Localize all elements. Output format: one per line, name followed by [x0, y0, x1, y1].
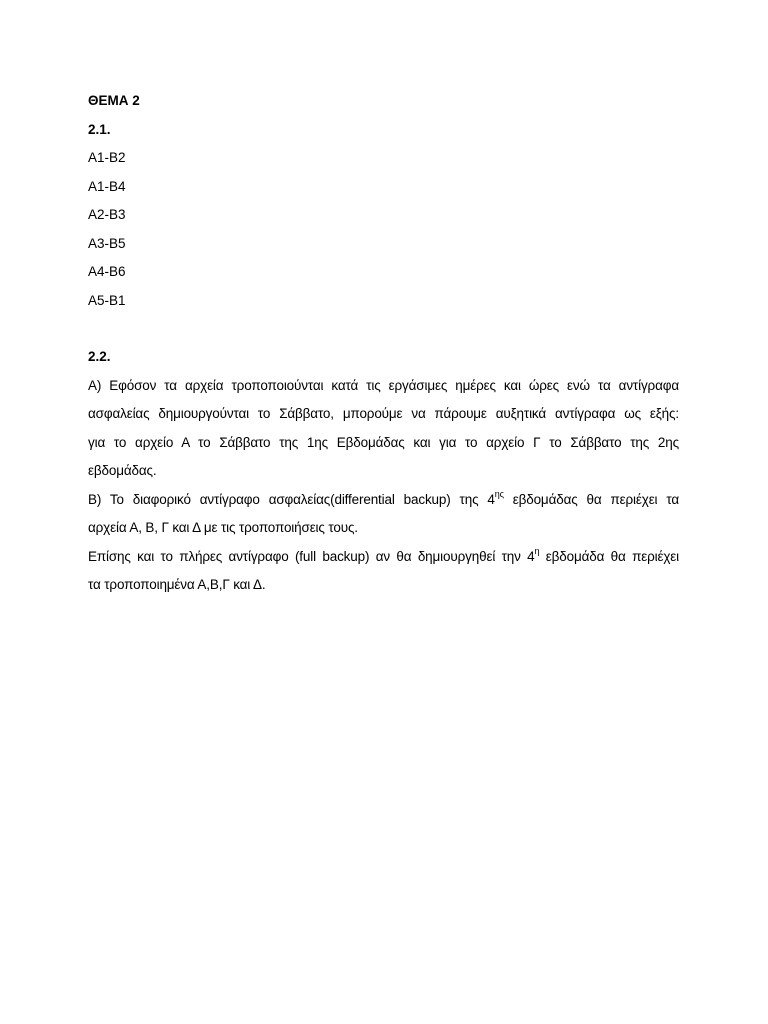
section-number-2-2: 2.2. [88, 349, 111, 364]
paragraph-gap [88, 315, 679, 343]
answer-part-c [88, 543, 679, 600]
section-number-2-1: 2.1. [88, 121, 111, 137]
answer-part-b-line [88, 486, 679, 515]
answer-part-c-text: Επίσης και το πλήρες αντίγραφο (full backup) αν θα δημιουργηθεί την 4 [88, 548, 535, 564]
answer-part-c-text: εβδομάδα θα περιέχει [539, 548, 680, 564]
answer-part-b-text: εβδομάδας θα περιέχει τα [503, 491, 679, 507]
answer-part-b [88, 486, 679, 543]
answer-part-c-line: τα τροποποιημένα Α,Β,Γ και Δ. [88, 577, 266, 592]
answer-part-c-line [88, 543, 679, 572]
pair-item: Α3-Β5 [88, 235, 126, 251]
answer-part-b-text: Β) Το διαφορικό αντίγραφο ασφαλείας(differential backup) της 4 [88, 491, 495, 507]
answer-part-a-line: ασφαλείας δημιουργούνται το Σάββατο, μπορούμε να πάρουμε αυξητικά αντίγραφα ως εξής: [88, 406, 679, 421]
pair-item: Α2-Β3 [88, 207, 126, 222]
pair-item: Α1-Β2 [88, 150, 126, 165]
pair-item: Α1-Β4 [88, 178, 126, 194]
pair-item: Α5-Β1 [88, 292, 126, 308]
answer-part-a [88, 372, 679, 486]
answer-part-a-line: για το αρχείο Α το Σάββατο της 1ης Εβδομάδας και για το αρχείο Γ το Σάββατο της 2ης [88, 434, 679, 450]
ordinal-superscript: η [534, 546, 540, 556]
ordinal-superscript: ης [494, 489, 504, 499]
answer-part-a-line: Α) Εφόσον τα αρχεία τροποποιούνται κατά τις εργάσιμες ημέρες και ώρες ενώ τα αντίγραφα [88, 377, 679, 393]
document-content [88, 87, 679, 600]
answer-part-a-line: εβδομάδας. [88, 463, 157, 478]
answer-part-b-line: αρχεία Α, Β, Γ και Δ με τις τροποποιήσεις τους. [88, 520, 358, 535]
document-heading: ΘΕΜΑ 2 [88, 93, 140, 108]
pair-item: Α4-Β6 [88, 264, 126, 279]
